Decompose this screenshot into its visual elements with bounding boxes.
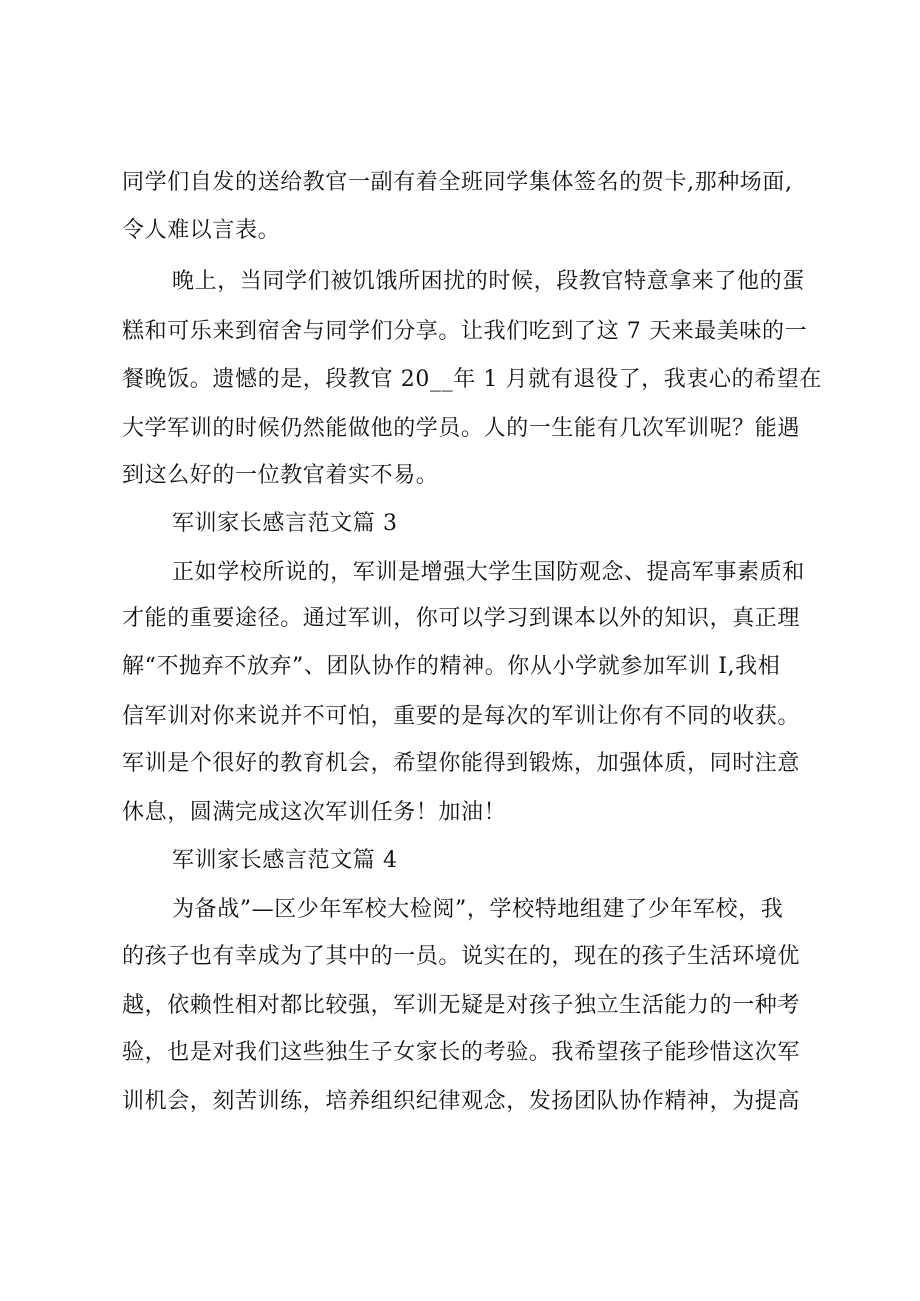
text-line: 晚上，当同学们被饥饿所困扰的时候，段教官特意拿来了他的蛋 bbox=[172, 269, 805, 294]
text-line: 餐晚饭。遗憾的是，段教官 20__年 1 月就有退役了，我衷心的希望在 bbox=[122, 367, 822, 392]
text-line: 军训是个很好的教育机会，希望你能得到锻炼，加强体质，同时注意 bbox=[122, 751, 801, 776]
section-heading: 军训家长感言范文篇 4 bbox=[172, 848, 398, 873]
text-line: 才能的重要途径。通过军训，你可以学习到课本以外的知识，真正理 bbox=[122, 606, 801, 631]
text-line: 解“不抛弃不放弃”、团队协作的精神。你从小学就参加军训 I,我相 bbox=[122, 654, 781, 679]
text-line: 的孩子也有幸成为了其中的一员。说实在的，现在的孩子生活环境优 bbox=[122, 944, 801, 969]
text-line: 大学军训的时候仍然能做他的学员。人的一生能有几次军训呢？能遇 bbox=[122, 416, 801, 441]
text-line: 同学们自发的送给教官一副有着全班同学集体签名的贺卡,那种场面, bbox=[122, 170, 793, 195]
text-line: 验，也是对我们这些独生子女家长的考验。我希望孩子能珍惜这次军 bbox=[122, 1040, 801, 1065]
text-line: 糕和可乐来到宿舍与同学们分享。让我们吃到了这 7 天来最美味的一 bbox=[122, 319, 808, 344]
text-line: 为备战”—区少年军校大检阅”，学校特地组建了少年军校，我 bbox=[172, 897, 784, 922]
text-line: 到这么好的一位教官着实不易。 bbox=[122, 463, 439, 488]
text-line: 训机会，刻苦训练，培养组织纪律观念，发扬团队协作精神，为提高 bbox=[122, 1089, 801, 1114]
text-line: 越，依赖性相对都比较强，军训无疑是对孩子独立生活能力的一种考 bbox=[122, 993, 801, 1018]
text-line: 令人难以言表。 bbox=[122, 218, 281, 243]
text-line: 信军训对你来说并不可怕，重要的是每次的军训让你有不同的收获。 bbox=[122, 704, 801, 729]
section-heading: 军训家长感言范文篇 3 bbox=[172, 511, 398, 536]
text-line: 正如学校所说的，军训是增强大学生国防观念、提高军事素质和 bbox=[172, 560, 805, 585]
text-line: 休息，圆满完成这次军训任务！加油！ bbox=[122, 800, 507, 825]
